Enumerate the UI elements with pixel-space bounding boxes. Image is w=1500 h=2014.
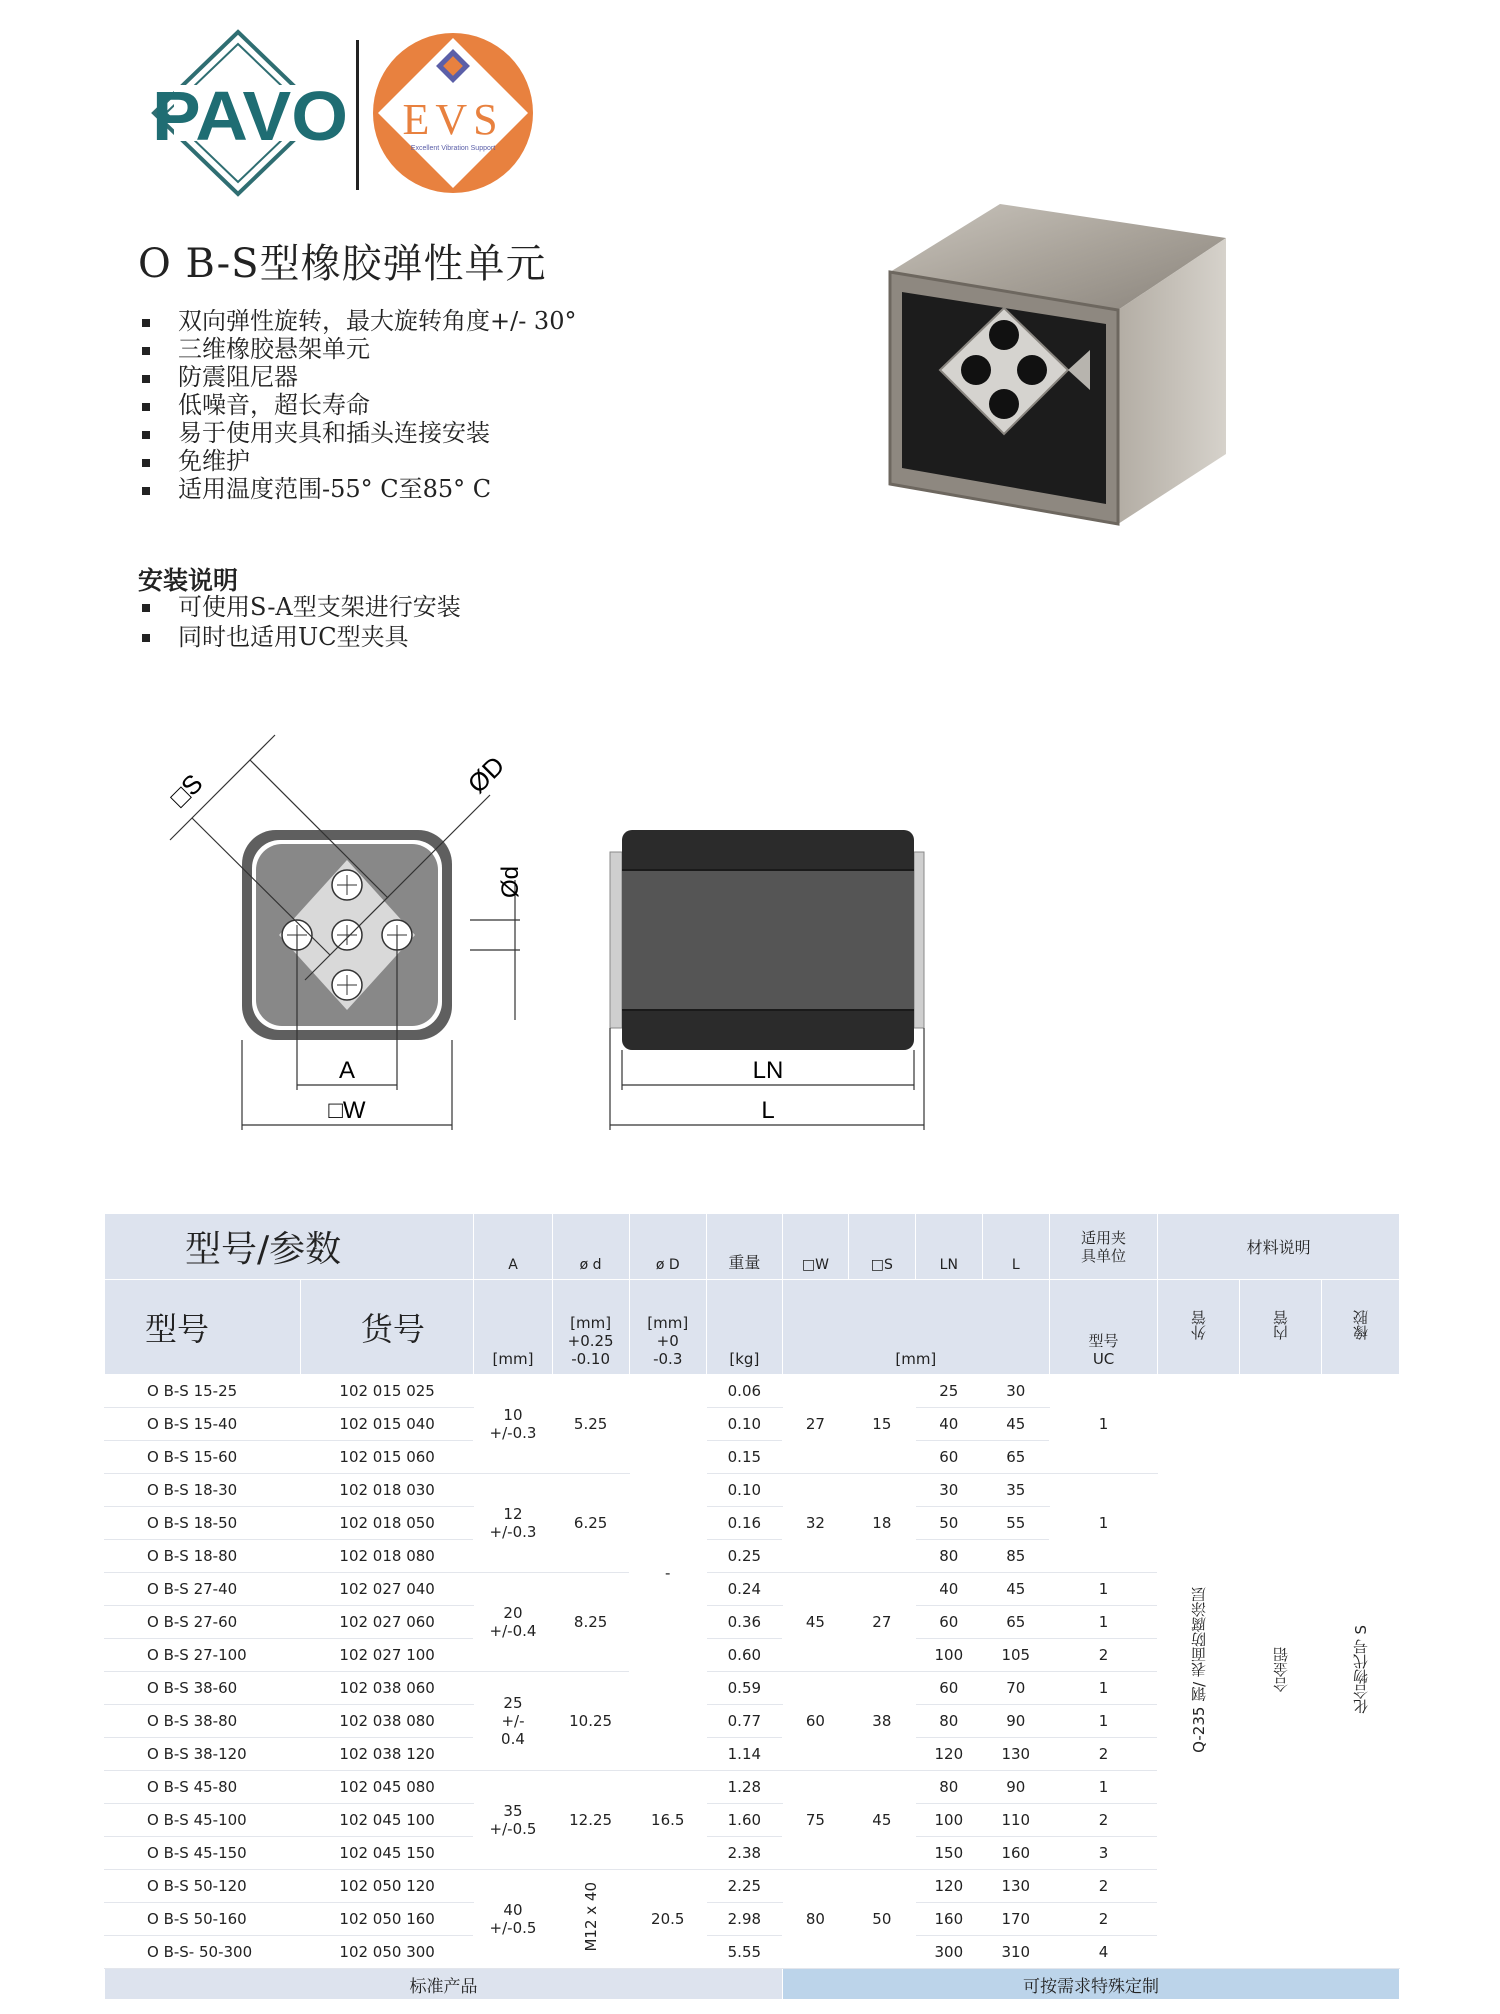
table-cell: 102 015 025 [300, 1375, 474, 1408]
table-cell: 27 [848, 1573, 915, 1672]
table-cell: 120 [915, 1870, 982, 1903]
col-header-A: A [474, 1214, 552, 1280]
table-cell: 5.55 [706, 1936, 782, 1969]
table-cell: 0.15 [706, 1441, 782, 1474]
front-view [164, 735, 524, 1130]
product-photo [880, 200, 1240, 530]
evs-tagline: Excellent Vibration Support [410, 145, 496, 152]
table-cell: 80 [915, 1540, 982, 1573]
table-cell: 160 [915, 1903, 982, 1936]
label-W: □W [328, 1097, 366, 1124]
table-cell: 60 [915, 1441, 982, 1474]
col-header-L: L [982, 1214, 1049, 1280]
label-D: ØD [461, 750, 511, 799]
table-row [105, 1375, 1400, 1408]
table-cell: 102 018 050 [300, 1507, 474, 1540]
table-cell: 0.06 [706, 1375, 782, 1408]
mat-inner-header: 内管 [1239, 1280, 1321, 1375]
table-cell: O B-S 18-50 [105, 1507, 301, 1540]
table-cell: 102 015 060 [300, 1441, 474, 1474]
table-cell: 50 [848, 1870, 915, 1969]
table-cell: 60 [782, 1672, 848, 1771]
evs-logo [372, 32, 534, 194]
table-cell: 10.25 [552, 1672, 629, 1771]
feature-item: 适用温度范围-55° C至85° C [138, 475, 576, 503]
footer-custom: 可按需求特殊定制 [782, 1969, 1399, 2000]
table-cell: 80 [782, 1870, 848, 1969]
table-cell: 0.77 [706, 1705, 782, 1738]
table-cell: M12 x 40 [552, 1870, 629, 1969]
table-cell: 65 [982, 1606, 1049, 1639]
install-heading: 安装说明 [138, 566, 239, 595]
table-cell: 1.60 [706, 1804, 782, 1837]
table-cell: O B-S 45-150 [105, 1837, 301, 1870]
sub-header-model: 型号 [105, 1280, 301, 1375]
table-cell: 40 [915, 1573, 982, 1606]
feature-item: 防震阻尼器 [138, 363, 576, 391]
table-cell: 1 [1049, 1474, 1158, 1573]
table-cell: 75 [782, 1771, 848, 1870]
table-cell: 6.25 [552, 1474, 629, 1573]
table-cell: 0.10 [706, 1474, 782, 1507]
table-cell: 130 [982, 1738, 1049, 1771]
table-cell: 102 027 060 [300, 1606, 474, 1639]
table-cell: 5.25 [552, 1375, 629, 1474]
feature-item: 易于使用夹具和插头连接安装 [138, 419, 576, 447]
mat-outer-header: 外管 [1158, 1280, 1239, 1375]
table-cell: 102 027 100 [300, 1639, 474, 1672]
table-cell: 25 +/- 0.4 [474, 1672, 552, 1771]
install-item: 同时也适用UC型夹具 [138, 622, 461, 652]
table-cell: 70 [982, 1672, 1049, 1705]
table-cell: 102 050 120 [300, 1870, 474, 1903]
col-header-weight: 重量 [706, 1214, 782, 1280]
table-cell: 50 [915, 1507, 982, 1540]
table-cell: 8.25 [552, 1573, 629, 1672]
table-cell: 35 [982, 1474, 1049, 1507]
table-cell: 1.14 [706, 1738, 782, 1771]
table-cell: O B-S 27-40 [105, 1573, 301, 1606]
table-cell: 170 [982, 1903, 1049, 1936]
col-header-LN: LN [915, 1214, 982, 1280]
table-cell: 2.38 [706, 1837, 782, 1870]
table-cell: 1 [1049, 1606, 1158, 1639]
table-cell: 160 [982, 1837, 1049, 1870]
table-cell: 20 +/-0.4 [474, 1573, 552, 1672]
col-header-D: ø D [629, 1214, 706, 1280]
install-item: 可使用S-A型支架进行安装 [138, 592, 461, 622]
evs-logo-text: EVS [402, 95, 504, 144]
table-cell: 85 [982, 1540, 1049, 1573]
table-cell: O B-S 45-80 [105, 1771, 301, 1804]
footer-standard: 标准产品 [105, 1969, 783, 2000]
table-cell: 30 [915, 1474, 982, 1507]
spec-table [104, 1213, 1400, 2000]
table-cell: O B-S 18-30 [105, 1474, 301, 1507]
table-cell: 102 038 060 [300, 1672, 474, 1705]
table-cell: 60 [915, 1606, 982, 1639]
table-cell: 150 [915, 1837, 982, 1870]
table-cell: 102 018 080 [300, 1540, 474, 1573]
mat-inner-value: 合金铝 [1239, 1375, 1321, 1969]
table-cell: 2 [1049, 1870, 1158, 1903]
label-d: Ød [497, 865, 524, 898]
label-L: L [761, 1097, 775, 1124]
table-cell: 102 038 080 [300, 1705, 474, 1738]
page-title: O B-S型橡胶弹性单元 [138, 241, 547, 287]
table-cell: 45 [982, 1408, 1049, 1441]
table-cell: 40 +/-0.5 [474, 1870, 552, 1969]
side-view [610, 830, 924, 1130]
table-cell: 40 [915, 1408, 982, 1441]
table-cell: 55 [982, 1507, 1049, 1540]
table-cell: 102 045 100 [300, 1804, 474, 1837]
table-cell: 12.25 [552, 1771, 629, 1870]
feature-item: 双向弹性旋转，最大旋转角度+/- 30° [138, 307, 576, 335]
table-cell: O B-S 18-80 [105, 1540, 301, 1573]
table-title: 型号/参数 [105, 1214, 474, 1280]
sub-header-item: 货号 [300, 1280, 474, 1375]
table-cell: 0.36 [706, 1606, 782, 1639]
table-cell: 100 [915, 1639, 982, 1672]
table-cell: 100 [915, 1804, 982, 1837]
table-cell: 45 [982, 1573, 1049, 1606]
feature-item: 免维护 [138, 447, 576, 475]
table-cell: 16.5 [629, 1771, 706, 1870]
table-cell: O B-S 38-60 [105, 1672, 301, 1705]
table-cell: 1 [1049, 1771, 1158, 1804]
pavo-logo-text: PAVO [152, 77, 348, 155]
mat-rubber-value: 化合物代号 S [1321, 1375, 1399, 1969]
table-cell: 0.25 [706, 1540, 782, 1573]
table-cell: 1 [1049, 1672, 1158, 1705]
table-cell: 80 [915, 1705, 982, 1738]
table-cell: 300 [915, 1936, 982, 1969]
table-cell: 2 [1049, 1903, 1158, 1936]
label-A: A [338, 1057, 356, 1084]
table-cell: O B-S- 50-300 [105, 1936, 301, 1969]
table-cell: 90 [982, 1705, 1049, 1738]
col-header-clamp: 适用夹具单位 [1049, 1214, 1158, 1280]
table-cell: 0.16 [706, 1507, 782, 1540]
unit-d: [mm] +0.25 -0.10 [552, 1280, 629, 1375]
table-cell: 18 [848, 1474, 915, 1573]
table-cell: O B-S 15-25 [105, 1375, 301, 1408]
table-cell: O B-S 15-60 [105, 1441, 301, 1474]
pavo-logo [150, 28, 350, 198]
mat-rubber-header: 橡胶 [1321, 1280, 1399, 1375]
unit-A: [mm] [474, 1280, 552, 1375]
table-cell: 2.98 [706, 1903, 782, 1936]
table-cell: 0.10 [706, 1408, 782, 1441]
table-cell: O B-S 38-120 [105, 1738, 301, 1771]
table-cell: 2 [1049, 1804, 1158, 1837]
col-header-d: ø d [552, 1214, 629, 1280]
table-cell: 32 [782, 1474, 848, 1573]
table-cell: 102 018 030 [300, 1474, 474, 1507]
unit-dimensions: [mm] [782, 1280, 1049, 1375]
table-cell: 310 [982, 1936, 1049, 1969]
table-cell: 27 [782, 1375, 848, 1474]
logo-divider [356, 40, 359, 190]
table-cell: O B-S 15-40 [105, 1408, 301, 1441]
D-dash: - [629, 1375, 706, 1771]
table-cell: O B-S 27-100 [105, 1639, 301, 1672]
table-cell: 45 [848, 1771, 915, 1870]
table-cell: 102 045 080 [300, 1771, 474, 1804]
table-cell: 15 [848, 1375, 915, 1474]
label-S: □S [163, 768, 209, 813]
table-cell: O B-S 27-60 [105, 1606, 301, 1639]
table-cell: 10 +/-0.3 [474, 1375, 552, 1474]
table-cell: 0.59 [706, 1672, 782, 1705]
table-cell: 65 [982, 1441, 1049, 1474]
table-cell: 2 [1049, 1639, 1158, 1672]
table-cell: 105 [982, 1639, 1049, 1672]
table-cell: 1 [1049, 1375, 1158, 1474]
table-cell: 102 045 150 [300, 1837, 474, 1870]
table-cell: 80 [915, 1771, 982, 1804]
table-cell: 45 [782, 1573, 848, 1672]
table-cell: 1 [1049, 1573, 1158, 1606]
table-cell: 0.24 [706, 1573, 782, 1606]
table-cell: 110 [982, 1804, 1049, 1837]
table-cell: 102 050 300 [300, 1936, 474, 1969]
table-cell: 38 [848, 1672, 915, 1771]
table-cell: 2.25 [706, 1870, 782, 1903]
table-cell: 12 +/-0.3 [474, 1474, 552, 1573]
mat-outer-value: Q-235 钢/ 表面防腐涂层 [1158, 1375, 1239, 1969]
unit-weight: [kg] [706, 1280, 782, 1375]
table-cell: O B-S 50-120 [105, 1870, 301, 1903]
table-cell: 60 [915, 1672, 982, 1705]
feature-item: 低噪音，超长寿命 [138, 391, 576, 419]
feature-item: 三维橡胶悬架单元 [138, 335, 576, 363]
table-cell: 1 [1049, 1705, 1158, 1738]
col-header-S: □S [848, 1214, 915, 1280]
table-cell: 102 027 040 [300, 1573, 474, 1606]
table-cell: O B-S 45-100 [105, 1804, 301, 1837]
clamp-sub: 型号 UC [1049, 1280, 1158, 1375]
table-cell: 102 050 160 [300, 1903, 474, 1936]
table-cell: 4 [1049, 1936, 1158, 1969]
table-cell: 25 [915, 1375, 982, 1408]
table-cell: 3 [1049, 1837, 1158, 1870]
install-list [138, 592, 461, 652]
label-LN: LN [752, 1057, 784, 1084]
table-cell: 30 [982, 1375, 1049, 1408]
table-cell: 102 038 120 [300, 1738, 474, 1771]
unit-D: [mm] +0 -0.3 [629, 1280, 706, 1375]
table-cell: 35 +/-0.5 [474, 1771, 552, 1870]
table-cell: 102 015 040 [300, 1408, 474, 1441]
table-cell: 0.60 [706, 1639, 782, 1672]
table-cell: O B-S 50-160 [105, 1903, 301, 1936]
feature-list [138, 307, 576, 503]
table-cell: O B-S 38-80 [105, 1705, 301, 1738]
col-header-material: 材料说明 [1158, 1214, 1400, 1280]
table-cell: 130 [982, 1870, 1049, 1903]
table-cell: 20.5 [629, 1870, 706, 1969]
col-header-W: □W [782, 1214, 848, 1280]
table-cell: 1.28 [706, 1771, 782, 1804]
table-cell: 90 [982, 1771, 1049, 1804]
table-cell: 120 [915, 1738, 982, 1771]
technical-drawing [130, 730, 930, 1150]
table-cell: 2 [1049, 1738, 1158, 1771]
